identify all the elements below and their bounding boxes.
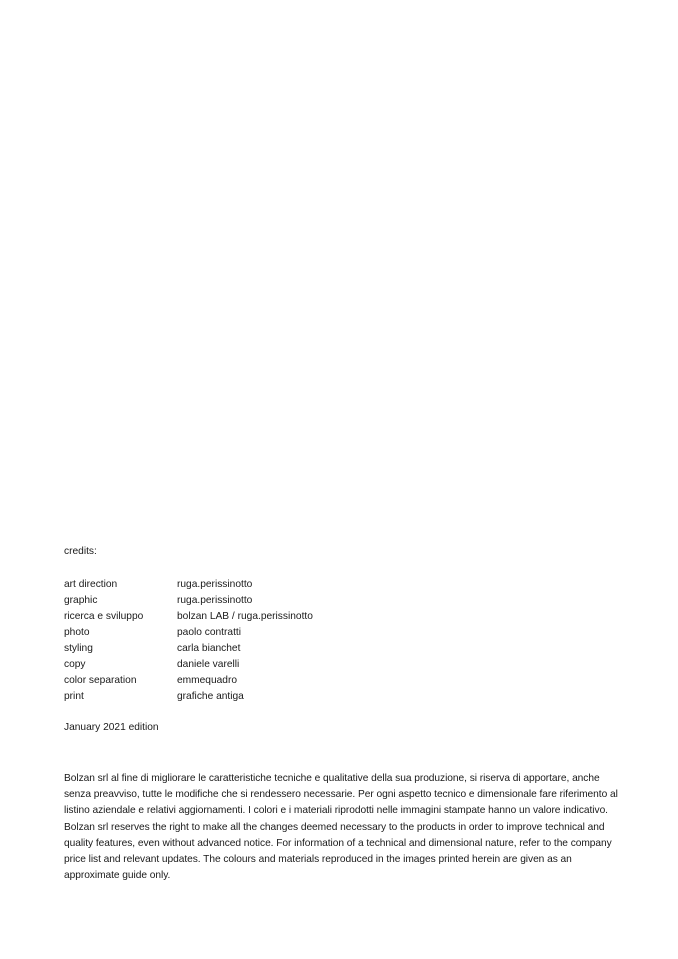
credit-name: ruga.perissinotto <box>177 579 253 590</box>
credit-name: grafiche antiga <box>177 691 244 702</box>
credit-role: art direction <box>64 579 118 590</box>
credits-list <box>64 577 624 705</box>
credit-row <box>64 593 624 609</box>
credit-role: print <box>64 691 84 702</box>
credit-role: ricerca e sviluppo <box>64 611 144 622</box>
credit-row <box>64 689 624 705</box>
disclaimer <box>64 771 624 884</box>
disclaimer-italian: Bolzan srl al fine di migliorare le caratteristiche tecniche e qualitative della sua produzione, si riserva di apportare, anche senza preavviso, tutte le modifiche che si rendessero necessarie. Per ogni aspetto tecnico e dimensionale fare riferimento al listino aziendale e relativi aggiornamenti. I colori e i materiali riprodotti nelle immagini stampate hanno un valore indicativo. <box>64 773 618 817</box>
disclaimer-english: Bolzan srl reserves the right to make all the changes deemed necessary to the products in order to improve technical and quality features, even without advanced notice. For information of a technical and dimensional nature, refer to the company price list and relevant updates. The colours and materials reproduced in the images printed herein are given as an approximate guide only. <box>64 821 612 882</box>
credit-name: carla bianchet <box>177 643 241 654</box>
credits-heading: credits: <box>64 546 97 557</box>
credit-name: paolo contratti <box>177 627 241 638</box>
credit-name: ruga.perissinotto <box>177 595 253 606</box>
edition-note: January 2021 edition <box>64 722 159 733</box>
credit-role: photo <box>64 627 90 638</box>
credit-row <box>64 577 624 593</box>
credit-row <box>64 673 624 689</box>
credit-name: emmequadro <box>177 675 238 686</box>
credit-role: copy <box>64 659 86 670</box>
credit-name: daniele varelli <box>177 659 240 670</box>
credit-role: graphic <box>64 595 98 606</box>
credit-row <box>64 625 624 641</box>
credit-name: bolzan LAB / ruga.perissinotto <box>177 611 313 622</box>
credit-row <box>64 641 624 657</box>
credit-role: styling <box>64 643 93 654</box>
credit-role: color separation <box>64 675 137 686</box>
credit-row <box>64 657 624 673</box>
credit-row <box>64 609 624 625</box>
